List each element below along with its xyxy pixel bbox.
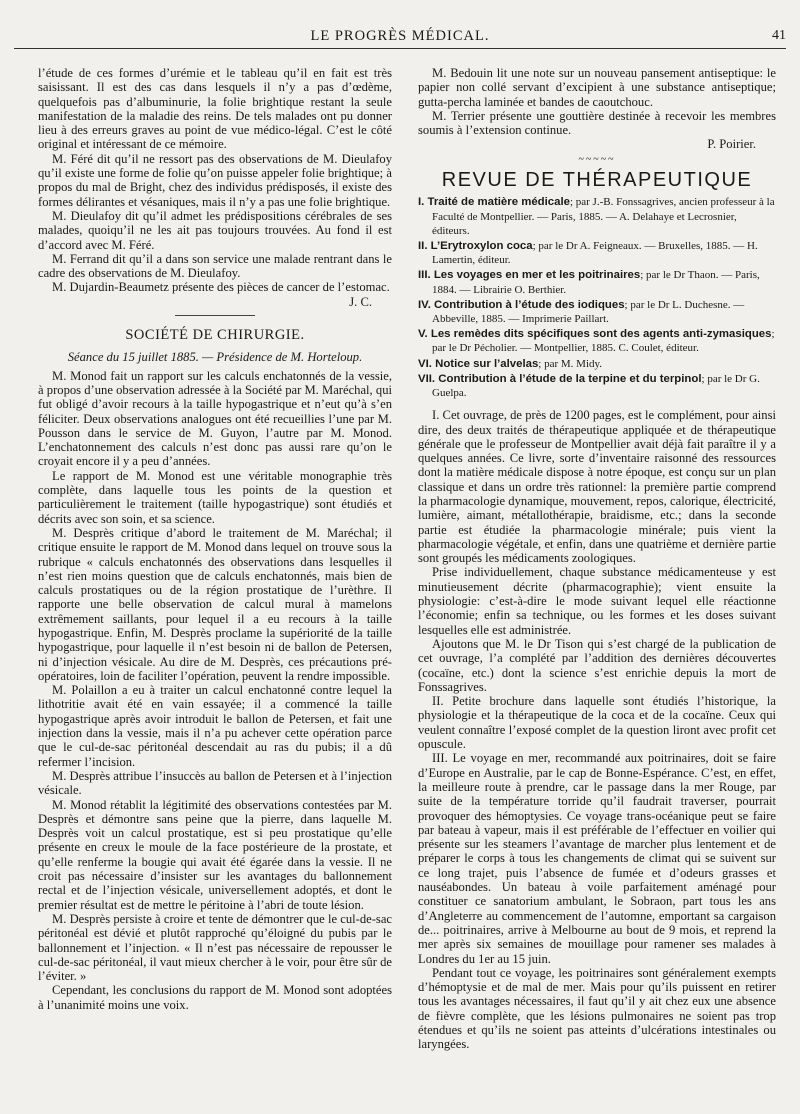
paragraph: Pendant tout ce voyage, les poitrinaires sont généralement exempts d’hémoptysie et de mal de mer. Mais pour qu’ils puissent en retirer tous les avantages nécessaires, il faut qu’il y ait chez eux une absence de fièvre complète, que les lésions pulmonaires ne soient pas trop étendues et qu’ils ne soient pas atteints d’ulcérations intestinales ou laryngées. — [418, 965, 776, 1052]
paragraph: M. Féré dit qu’il ne ressort pas des observations de M. Dieulafoy qu’il existe une forme de folie qu’on puisse appeler folie brightique; à propos du mal de Bright, chez des individus prédisposés, il existe des formes délirantes et vésaniques, mais il n’y a pas une folie brightique. — [38, 151, 392, 209]
book-entry: V. Les remèdes dits spécifiques sont des agents anti-zymasiques; par le Dr Pécholier. — Montpellier, 1885. C. Coulet, éditeur. — [418, 328, 775, 355]
book-entry: IV. Contribution à l’étude des iodiques; par le Dr L. Duchesne. — Abbeville, 1885. — Imprimerie Paillart. — [418, 298, 745, 325]
book-entry: II. L’Erytroxylon coca; par le Dr A. Feigneaux. — Bruxelles, 1885. — H. Lamertin, éditeur. — [418, 239, 758, 267]
page-number: 41 — [772, 28, 786, 43]
paragraph: Ajoutons que M. le Dr Tison qui s’est chargé de la publication de cet ouvrage, l’a complété par l’addition des dernières découvertes (cocaïne, etc.) dont la science s’est enrichie depuis la mort de Fonssagrives. — [418, 636, 776, 694]
paragraph: M. Monod fait un rapport sur les calculs enchatonnés de la vessie, à propos d’une observation adressée à la Société par M. Maréchal, qui fut obligé d’avoir recours à la taille hypogastrique et n’eut qu’à s’en féliciter. Deux observations analogues ont été recueillies l’une par M. Pousson dans le service de M. Guyon, l’autre par M. Monod. L’enchatonnement des calculs n’est donc pas aussi rare qu’on le croyait encore il y a peu d’années. — [38, 368, 392, 469]
paragraph: M. Monod rétablit la légitimité des observations contestées par M. Desprès et démontre sans peine que la pierre, dans laquelle M. Desprès voit un calcul prostatique, est si peu prostatique qu’elle présente en creux le moule de la face postérieure de la prostate, et qu’elle renferme la bougie qui avait été égarée dans la vessie. Il ne croit pas nécessaire d’insister sur les avantages du ballonnement rectal et de l’injection vésicale, universellement adoptés, et dont le premier résultat est de mettre le péritoine à l’abri de toute lésion. — [38, 797, 392, 912]
author-initials: J. C. — [349, 294, 372, 309]
running-header — [14, 28, 786, 49]
paragraph: I. Cet ouvrage, de près de 1200 pages, est le complément, pour ainsi dire, des deux traités de thérapeutique appliquée et de thérapeutique générale que le professeur de Montpellier avait déjà fait paraître il y a quelques années. Ce livre, sorte d’inventaire raisonné des ressources dont la matière médicale dispose à notre époque, est conçu sur un plan classique et dans un ordre très rationnel: la première partie comprend la pharmacologie dynamique, mouvement, repos, calorique, électricité, lumière, aimant, métallothérapie, braidisme, etc.; dans la seconde partie est étudiée la pharmacologie minérale; puis vient la pharmacologie végétale, et enfin, dans une quatrième et dernière partie sont groupés les médicaments zoologiques. — [418, 408, 776, 566]
paragraph: M. Polaillon a eu à traiter un calcul enchatonné contre lequel la lithotritie avait été en vain essayée; il a commencé la taille hypogastrique après avoir introduit le ballon de Petersen, et fait une injection dans la vessie, mais il n’a pu achever cette opération parce que le cul-de-sac péritonéal descendait au ras du pubis; il a dû refermer l’incision. — [38, 683, 392, 769]
section-divider — [175, 315, 255, 316]
paragraph: M. Terrier présente une gouttière destinée à recevoir les membres soumis à l’extension continue. — [418, 108, 776, 138]
journal-title: LE PROGRÈS MÉDICAL. — [310, 28, 490, 44]
review-title: REVUE DE THÉRAPEUTIQUE — [441, 169, 753, 192]
paragraph: l’étude de ces formes d’urémie et le tableau qu’il en fait est très saisissant. Il est des cas dans lesquels il n’y a pas d’œdème, quelquefois pas d’albuminurie, la folie brightique restant la seule manifestation de la maladie des reins. De tels malades ont pu donner lieu à des erreurs graves au point de vue médico-légal. C’est le côté original et intéressant de ce mémoire. — [38, 66, 392, 152]
paragraph: M. Desprès persiste à croire et tente de démontrer que le cul-de-sac péritonéal est dévié et plutôt rapproché qu’éloigné du pubis par le ballonnement et l’injection. « Il n’est pas nécessaire de repousser le cul-de-sac péritonéal, il vaut mieux chercher à le voir, pour être sûr de l’éviter. » — [38, 911, 392, 984]
session-line: Séance du 15 juillet 1885. — Présidence de M. Horteloup. — [67, 350, 363, 365]
paragraph: Prise individuellement, chaque substance médicamenteuse y est minutieusement décrite (pharmacographie); vient ensuite la physiologie: c’est-à-dire le mode suivant lequel elle réactionne l’économie; enfin sa technique, ou les formes et les doses suivant lesquelles elle est administrée. — [418, 565, 776, 637]
paragraph: II. Petite brochure dans laquelle sont étudiés l’historique, la physiologie et la thérapeutique de la coca et de la cocaïne. Ceux qui veulent connaître l’exposé complet de la question liront avec profit cet opuscule. — [418, 694, 776, 752]
paragraph: M. Desprès critique d’abord le traitement de M. Maréchal; il critique ensuite le rapport de M. Monod dans lequel on trouve sous la rubrique « calculs enchatonnés des observations dans lesquelles il n’est rien moins question que de calculs enchatonnés, mais bien de calculs prostatiques ou de la région prostatique de l’urèthre. Il rapporte une belle observation de calcul mural à mamelons extrêmement saillants, pour lequel il a eu recours à la taille hypogastrique. Enfin, M. Desprès proclame la supériorité de la taille hypogastrique, pour laquelle il n’est besoin ni de ballon de Petersen, ni d’injection vésicale. Au dire de M. Desprès, ces précautions pré-opératoires, loin de faciliter l’opération, peuvent la rendre impossible. — [38, 525, 392, 683]
section-title: SOCIÉTÉ DE CHIRURGIE. — [125, 327, 305, 344]
review-body — [418, 408, 776, 1051]
paragraph: M. Dieulafoy dit qu’il admet les prédispositions cérébrales de ses malades, quoiqu’il ne les ait pas toujours trouvées. Au fond il est d’accord avec M. Féré. — [38, 208, 392, 252]
left-column — [38, 66, 392, 1012]
book-list — [418, 195, 776, 400]
book-entry: III. Les voyages en mer et les poitrinaires; par le Dr Thaon. — Paris, 1884. — Librairie O. Berthier. — [418, 269, 760, 296]
paragraph: Cependant, les conclusions du rapport de M. Monod sont adoptées à l’unanimité moins une voix. — [38, 983, 392, 1012]
fleuron-ornament: ~~~~~ — [578, 153, 616, 165]
paragraph: M. Bedouin lit une note sur un nouveau pansement antiseptique: le papier non collé servant d’excipient à une substance antiseptique; gutta-percha laminée et bandes de caoutchouc. — [418, 66, 776, 109]
book-entry: I. Traité de matière médicale; par J.-B. Fonssagrives, ancien professeur à la Faculté de Montpellier. — Paris, 1885. — A. Delahaye et Lecrosnier, éditeurs. — [418, 196, 775, 237]
paragraph: M. Dujardin-Beaumetz présente des pièces de cancer de l’estomac. — [52, 280, 390, 295]
paragraph: Le rapport de M. Monod est une véritable monographie très complète, dans laquelle tous les points de la question et particulièrement le traitement (taille hypogastrique) sont étudiés et décrits avec son soin, et sa science. — [38, 468, 392, 526]
author-signature: P. Poirier. — [707, 137, 756, 152]
book-entry: VI. Notice sur l’alvelas; par M. Midy. — [418, 357, 603, 370]
paragraph: M. Desprès attribue l’insuccès au ballon de Petersen et à l’injection vésicale. — [38, 768, 392, 798]
paragraph: III. Le voyage en mer, recommandé aux poitrinaires, doit se faire d’Europe en Australie, par le cap de Bonne-Espérance. C’est, en effet, la meilleure route à prendre, car le passage dans la mer Rouge, par suite de la température torride qu’il faudrait traverser, pourrait provoquer des hémoptysies. Ce voyage trans-océanique peut se faire par bateau à vapeur, mais il est préférable de l’effectuer en voilier qui présente sur les steamers l’avantage de marcher plus lentement et de préparer le corps à tous les changements de climat qui se suivent sur ce long trajet, puis l’absence de fumée et d’odeurs grasses et nauséabondes. Un bateau à voile parfaitement aménagé pour constituer ce sanatorium ambulant, le Sobraon, part tous les ans d’Angleterre au commencement de l’automne, emportant sa cargaison de... poitrinaires, arrive à Melbourne au bout de 9 mois, et reprend la mer après six semaines de mouillage pour ramener ses malades à Londres du 1er au 15 juin. — [418, 751, 776, 966]
right-column — [418, 66, 776, 1052]
book-entry: VII. Contribution à l’étude de la terpine et du terpinol; par le Dr G. Guelpa. — [418, 372, 760, 400]
paragraph: M. Ferrand dit qu’il a dans son service une malade rentrant dans le cadre des observations de M. Dieulafoy. — [38, 251, 392, 281]
